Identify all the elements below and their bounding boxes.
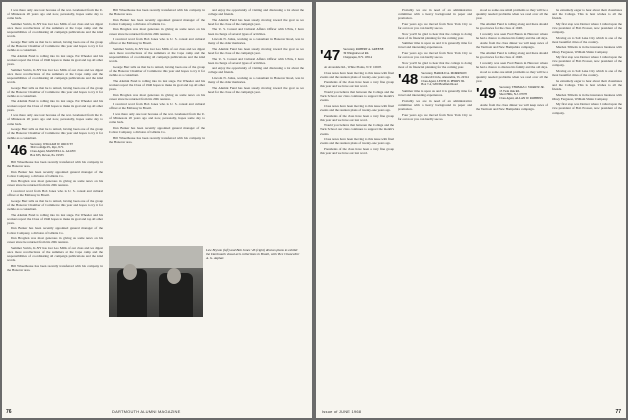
class-agent-line: Class Agent, ALLAN W. ROBBINS	[499, 96, 543, 101]
body-paragraph: My first stop was Denver where I called upon the vice president of Bob Prosser, now president of the company.	[552, 21, 622, 35]
page-footer: DARTMOUTH ALUMNI MAGAZINE	[112, 409, 181, 414]
body-paragraph: George Barr tells us that he is retired, having been one of the group of the Hanover Chamber of Commerce this year and hopes to try it for awhile as a consultant.	[7, 85, 103, 98]
class-secretary-line: Secretary, THOMAS J. SWARTZ JR.	[499, 84, 545, 89]
body-paragraph: and enjoy the opportunity of visiting and discussing a lot about the college and friends.	[208, 8, 304, 17]
body-paragraph: I was there only one tour because of the war. Graduated from the U. of Minnesota 20 years ago and now, personally, hopes some day to come back.	[7, 113, 103, 126]
body-paragraph: Dan Brogden was most generous in giving us some news on his career since he returned from his 20th reunion.	[7, 179, 103, 188]
body-paragraph: Presidents of the class have been a very fine group this year and we have our last word.	[320, 146, 394, 155]
left-column-2	[109, 8, 205, 145]
body-paragraph: The Alumni Fund is rolling along and there should be good news for the class of 1948.	[476, 50, 548, 60]
body-paragraph: Class notes have been moving to this issue with final events and the reunion plans of twenty-one years ago.	[320, 103, 394, 112]
body-paragraph: Summer time is upon us and it is generally time for travel and interesting experiences.	[398, 41, 472, 50]
body-paragraph: Moving on to Salt Lake City which is one of the most beautiful cities of the country.	[552, 35, 622, 44]
body-paragraph: George Barr tells us that he is retired, having been one of the group of the Hanover Chamber of Commerce this year and hopes to try it for awhile as a consultant.	[7, 39, 103, 53]
class-address-line: 39 Wingnutwood Rd.	[343, 50, 370, 55]
body-paragraph: Bill Wheelhouse has been recently transferred with his company in the Hanover area.	[109, 135, 205, 144]
body-paragraph: My first stop was Denver where I called upon the vice president of Bob Prosser, now president of the company.	[552, 55, 622, 68]
body-paragraph: I was there only one tour because of the war. Graduated from the U. of Minnesota 20 years ago and now, personally, hopes some day to come back.	[109, 111, 205, 125]
class-secretary-line: Secretary, HAROLD A. MORRISON	[421, 70, 467, 75]
class-heading-49	[476, 86, 548, 101]
body-paragraph: I received word from Bob Jones who is U. S. consul and cultural officer at the Embassy in Brazil.	[7, 188, 103, 198]
body-paragraph: Aside from the class dinner we will keep news of the Vermont and New Hampshire campaign.	[476, 103, 548, 112]
body-paragraph: George Barr tells us that he is retired, having been one of the group of the Hanover Chamber of Commerce this year and hopes to try it for awhile as a consultant.	[7, 127, 103, 140]
photograph-icon	[109, 246, 203, 317]
body-paragraph: Marden Tibbetts is in the insurance business with Olney Ferguson, William Shinn Company.	[552, 45, 622, 54]
body-paragraph: Dan Barker has been recently appointed general manager of the Colton Company, a division of Gillette Co.	[109, 17, 205, 26]
body-paragraph: I recently was seen Fred Buren in Hanover where he had a chance to discuss his family and the old days.	[476, 31, 548, 40]
body-paragraph: The Alumni Fund is rolling along and there should be good news for the class of 1948.	[476, 21, 548, 31]
body-paragraph: Now you'll be glad to hear that the college is doing most of its financial planning for the coming year.	[398, 31, 472, 40]
body-paragraph: be extremely eager to hear about their classmates and the College. This is best wishes to all the friends.	[552, 78, 622, 91]
body-paragraph: Would you believe that between the College and the Tuck School our class continues to support the month's events.	[320, 123, 394, 136]
body-paragraph: George Barr tells us that he is retired, having been one of the group of the Hanover Chamber of Commerce this year and hopes to try it for awhile as a consultant.	[109, 64, 205, 78]
body-paragraph: Dan Barker has been recently appointed general manager of the Colton Company, a division of Gillette Co.	[7, 169, 103, 178]
body-paragraph: The Alumni Fund is rolling into its last stage. Pat Wheeler and his workers report the Class of 1946 hopes to make its goal and top all other years.	[7, 53, 103, 67]
right-column-2	[398, 8, 472, 122]
class-address-line: 15 Twin Oak Rd.	[499, 88, 520, 93]
body-paragraph: The Alumni Fund is rolling into its last stage. Pat Wheeler and his workers report the Class of 1946 hopes to make its goal and top all other years.	[109, 78, 205, 91]
class-heading-48	[398, 72, 472, 87]
body-paragraph: Aside from the class dinner we will keep news of the Vermont and New Hampshire campaign.	[476, 41, 548, 50]
class-agent-line: Class Agent, LEWIS O. PERRY JR.	[421, 78, 465, 83]
body-paragraph: The U. S. Consul and Cultural Affairs Officer with USIA, I have been in charge of several types of activities.	[208, 27, 304, 36]
right-column-3	[476, 8, 548, 113]
body-paragraph: The Alumni Fund is rolling into its last stage. Pat Wheeler and his workers report the Class of 1946 hopes to make its goal and top all other years.	[7, 212, 103, 225]
body-paragraph: Lincoln N. Johns, working as a consultant in Hanover Road, was in many of the older memories.	[208, 37, 304, 46]
body-paragraph: Semmer Swiris, K-NY has lost Leo Mills of our class and we digest once more recollections of the summers at the Cape camp and the responsibilities of coordinating all campaign publications and the kind words.	[7, 21, 103, 39]
body-paragraph: The Alumni Fund is rolling into its last stage. Pat Wheeler and his workers report the Class of 1946 hopes to make its goal and top all other years.	[7, 99, 103, 112]
issue-footer: Issue of JUNE 1968	[322, 409, 362, 414]
body-paragraph: Bill Wheelhouse has been recently transferred with his company in the Hanover area.	[7, 263, 103, 272]
body-paragraph: I received word from Bob Jones who is U. S. consul and cultural officer at the Embassy in Brazil.	[109, 102, 205, 111]
body-paragraph: George Barr tells us that he is retired, having been one of the group of the Hanover Chamber of Commerce this year and hopes to try it for awhile as a consultant.	[7, 198, 103, 211]
body-paragraph: Presidents of the class have been a very fine group this year and we have our last word.	[320, 80, 394, 89]
body-paragraph: The U. S. Consul and Cultural Affairs Officer with USIA, I have been in charge of several types of activities.	[208, 56, 304, 65]
body-paragraph: Lincoln N. Johns, working as a consultant in Hanover Road, was in many of the older memories.	[208, 75, 304, 85]
body-paragraph: Semmer Swiris, K-NY has lost Leo Mills of our class and we digest once more recollections of the summers at the Cape camp and the responsibilities of coordinating all campaign publications and the kind words.	[109, 46, 205, 64]
body-paragraph: be extremely eager to hear about their classmates and the College. This is best wishes to all the friends.	[552, 8, 622, 21]
body-paragraph: Probably we are in need of an administrative committee with a heavy background in paper and promotion.	[398, 98, 472, 112]
page-number: 76	[6, 409, 12, 415]
class-year-number: '46	[7, 141, 28, 159]
body-paragraph: Now you'll be glad to hear that the college is doing most of its financial planning for the coming year.	[398, 60, 472, 69]
body-paragraph: Class notes have been moving to this issue with final events and the reunion plans of twenty-one years ago.	[320, 137, 394, 146]
body-paragraph: The Alumni Fund has been steady moving toward the goal as we head for the close of the campaign year.	[208, 17, 304, 26]
class-address-line: Cornwall Circle, Alexandria, Va. 22314	[421, 74, 469, 79]
class-agent-address: Box 635, Devon, Pa. 19333	[30, 153, 64, 158]
body-paragraph: Semmer Swiris, K-NY has lost Leo Mills of our class and we digest once more recollections of the summers at the Cape camp and the responsibilities of coordinating all campaign publications and the kind words.	[7, 245, 103, 263]
body-paragraph: stood so some one small problems so they will be a quantity needed problems when we read over all the year.	[476, 8, 548, 21]
body-paragraph: The Alumni Fund has been steady moving toward the goal as we head for the close of the campaign year.	[208, 85, 304, 94]
body-paragraph: and enjoy the opportunity of visiting and discussing a lot about the college and friends.	[208, 66, 304, 75]
class-address-line: Short Hills, N.J. 07078	[499, 92, 527, 97]
body-paragraph: Dan Brogden was most generous in giving us some news on his career since he returned from his 20th reunion.	[109, 27, 205, 36]
class-agent-line: Class Agent, MAXWELL G. ALLEN	[30, 149, 76, 154]
body-paragraph: Marden Tibbetts is in the insurance business with Olney Ferguson, William Shinn Company.	[552, 92, 622, 101]
body-paragraph: My first stop was Denver where I called upon the vice president of Bob Prosser, now president of the company.	[552, 102, 622, 115]
right-page	[316, 2, 626, 418]
body-paragraph: I received word from Bob Jones who is U. S. consul and cultural officer at the Embassy in Brazil.	[109, 37, 205, 46]
photo-caption: Lew Bryson (left) and Bob Jones '46 (right) discuss plans to exhibit the Dartmouth visual arts collections in Brazil, with Vice Chancellor A. G. Asphar.	[206, 248, 300, 261]
class-secretary-line: Secretary, ROBERT A. GREENE	[343, 47, 384, 51]
body-paragraph: Four years ago we moved from New York City so far out now you can hardly see us.	[398, 50, 472, 60]
body-paragraph: Presidents of the class have been a very fine group this year and we have our last word.	[320, 113, 394, 122]
body-paragraph: I was there only one tour because of the war. Graduated from the U. of Minnesota 20 years ago and now, personally, hopes some day to come back.	[7, 8, 103, 21]
left-column-3	[208, 8, 304, 95]
page-number: 77	[615, 409, 621, 415]
body-paragraph: Dan Barker has been recently appointed general manager of the Colton Company, a division of Gillette Co.	[109, 125, 205, 134]
body-paragraph: stood so some one small problems so they will be a quantity needed problems when we read over all the year.	[476, 70, 548, 83]
body-paragraph: Bill Wheelhouse has been recently transferred with his company in the Hanover area.	[7, 159, 103, 168]
left-page	[2, 2, 312, 418]
body-paragraph: The Alumni Fund has been steady moving toward the goal as we head for the close of the campaign year.	[208, 46, 304, 55]
class-year-number: '49	[476, 84, 497, 102]
body-paragraph: Moving on to Salt Lake City which is one of the most beautiful cities of the country.	[552, 68, 622, 78]
body-paragraph: Class notes have been moving to this issue with final events and the reunion plans of twenty-one years ago.	[320, 70, 394, 79]
body-paragraph: Dan Barker has been recently appointed general manager of the Colton Company, a division of Gillette Co.	[7, 226, 103, 235]
body-paragraph: Four years ago we moved from New York City so far out now you can hardly see us.	[398, 21, 472, 31]
class-secretary-line: Secretary, WILLIAM W. ORCUTT	[30, 141, 73, 146]
class-agent-address: Box 7-4, 5200 Bradfield Road	[421, 82, 458, 87]
class-year-number: '47	[320, 47, 341, 64]
body-paragraph: Four years ago we moved from New York City so far out now you can hardly see us.	[398, 112, 472, 121]
class-year-number: '48	[398, 70, 419, 88]
class-heading-46	[7, 143, 103, 158]
body-paragraph: Semmer Swiris, K-NY has lost Leo Mills of our class and we digest once more recollections of the summers at the Cape camp and the responsibilities of coordinating all campaign publications and the kind words.	[7, 67, 103, 85]
body-paragraph: Dan Brogden was most generous in giving us some news on his career since he returned from his 20th reunion.	[7, 236, 103, 245]
class-address-line: 304 Coolidge Pl., Rye, N.Y.	[30, 145, 64, 150]
body-paragraph: Summer time is upon us and it is generally time for travel and interesting experiences.	[398, 89, 472, 98]
body-paragraph: Bill Wheelhouse has been recently transferred with his company in the Hanover area.	[109, 8, 205, 17]
right-column-1	[320, 8, 394, 156]
body-paragraph: Would you believe that between the College and the Tuck School our class continues to support the month's events.	[320, 89, 394, 103]
body-paragraph: Dan Brogden was most generous in giving us some news on his career since he returned from his 20th reunion.	[109, 92, 205, 101]
body-paragraph: I recently was seen Fred Buren in Hanover where he had a chance to discuss his family and the old days.	[476, 60, 548, 69]
body-paragraph: At Avondale Rd., White Plains, N.Y. 10605	[324, 65, 382, 69]
class-heading-47	[320, 48, 394, 63]
left-column-1	[7, 8, 103, 274]
body-paragraph: Probably we are in need of an administrative committee with a heavy background in paper and promotion.	[398, 8, 472, 21]
right-column-4	[552, 8, 622, 116]
class-address-line: Chappaqua, N.Y. 10514	[343, 54, 372, 59]
